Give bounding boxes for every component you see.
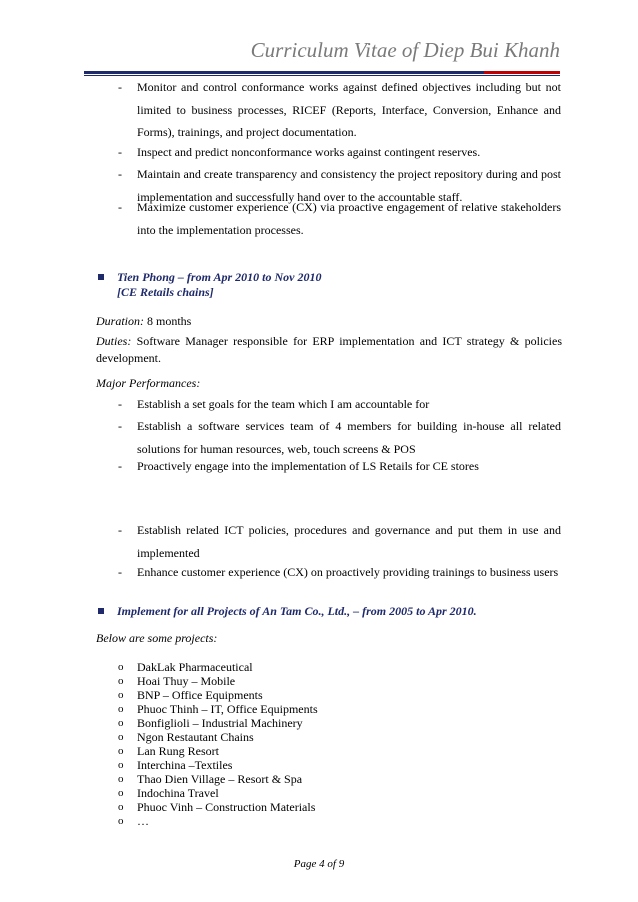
header-title: Curriculum Vitae of Diep Bui Khanh <box>250 38 560 62</box>
major-performances-label: Major Performances: <box>96 376 201 390</box>
projects-intro: Below are some projects: <box>96 631 218 645</box>
circle-bullet-icon: o <box>118 731 124 743</box>
circle-bullet-icon: o <box>118 717 124 729</box>
dash-bullet: - <box>118 459 122 473</box>
dash-bullet: - <box>118 80 122 94</box>
duties-line: Duties: Software Manager responsible for ERP implementation and ICT strategy & policies development. <box>96 334 562 365</box>
circle-bullet-icon: o <box>118 703 124 715</box>
circle-bullet-icon: o <box>118 689 124 701</box>
header-rule-blue <box>84 71 484 74</box>
circle-bullet-icon: o <box>118 745 124 757</box>
dash-bullet: - <box>118 200 122 214</box>
tienphong-heading: Tien Phong – from Apr 2010 to Nov 2010 [CE Retails chains] <box>117 270 322 299</box>
circle-bullet-icon: o <box>118 787 124 799</box>
dash-bullet: - <box>118 565 122 579</box>
circle-bullet-icon: o <box>118 773 124 785</box>
header-rule-red <box>484 71 560 74</box>
square-bullet-icon <box>98 608 104 614</box>
circle-bullet-icon: o <box>118 759 124 771</box>
dash-bullet: - <box>118 145 122 159</box>
page-number: Page 4 of 9 <box>293 858 345 870</box>
circle-bullet-icon: o <box>118 815 124 827</box>
circle-bullet-icon: o <box>118 661 124 673</box>
antam-heading: Implement for all Projects of An Tam Co., Ltd., – from 2005 to Apr 2010. <box>117 604 477 618</box>
dash-bullet: - <box>118 397 122 411</box>
dash-bullet: - <box>118 523 122 537</box>
circle-bullet-icon: o <box>118 675 124 687</box>
circle-bullet-icon: o <box>118 801 124 813</box>
square-bullet-icon <box>98 274 104 280</box>
dash-bullet: - <box>118 419 122 433</box>
duration-line: Duration: 8 months <box>96 314 192 328</box>
dash-bullet: - <box>118 167 122 181</box>
